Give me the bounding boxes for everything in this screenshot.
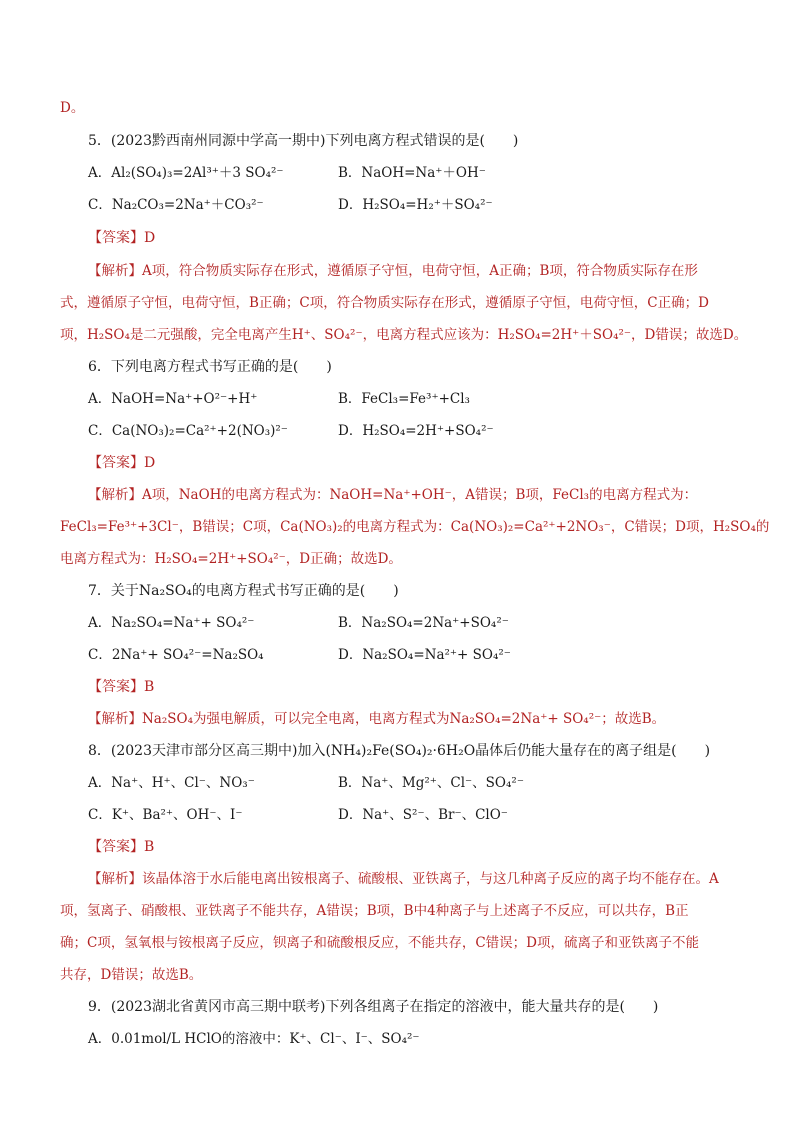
text-line-q7: 7．关于Na₂SO₄的电离方程式书写正确的是( )	[88, 583, 399, 599]
text-line-q8a: A．Na⁺、H⁺、Cl⁻、NO₃⁻	[88, 775, 255, 791]
text-line-a7: 【答案】B	[88, 679, 155, 695]
text-line-a6: 【答案】D	[88, 455, 156, 471]
text-line-e7a: 【解析】Na₂SO₄为强电解质，可以完全电离，电离方程式为Na₂SO₄=2Na⁺+ SO₄²⁻；故选B。	[88, 711, 666, 727]
text-line-e8c: 确；C项，氢氧根与铵根离子反应，钡离子和硫酸根反应，不能共存，C错误；D项，硫离子和亚铁离子不能	[60, 935, 699, 951]
text-line-q6a: A．NaOH=Na⁺+O²⁻+H⁺	[88, 391, 258, 407]
text-line-q5b: B．NaOH=Na⁺＋OH⁻	[338, 165, 486, 181]
text-line-e8b: 项，氢离子、硝酸根、亚铁离子不能共存，A错误；B项，B中4种离子与上述离子不反应，可以共存，B正	[60, 903, 689, 919]
text-line-q5: 5．(2023黔西南州同源中学高一期中)下列电离方程式错误的是( )	[88, 133, 519, 149]
text-line-q6c: C．Ca(NO₃)₂=Ca²⁺+2(NO₃)²⁻	[88, 423, 288, 439]
text-line-e6b: FeCl₃=Fe³⁺+3Cl⁻，B错误；C项，Ca(NO₃)₂的电离方程式为：Ca(NO₃)₂=Ca²⁺+2NO₃⁻，C错误；D项，H₂SO₄的	[60, 519, 770, 535]
text-line-q8b: B．Na⁺、Mg²⁺、Cl⁻、SO₄²⁻	[338, 775, 524, 791]
text-line-q7c: C．2Na⁺+ SO₄²⁻=Na₂SO₄	[88, 647, 264, 663]
text-line-q7b: B．Na₂SO₄=2Na⁺+SO₄²⁻	[338, 615, 509, 631]
text-line-q5d: D．H₂SO₄=H₂⁺＋SO₄²⁻	[338, 197, 493, 213]
text-line-e8d: 共存，D错误；故选B。	[60, 967, 203, 983]
text-line-e6a: 【解析】A项，NaOH的电离方程式为：NaOH=Na⁺+OH⁻，A错误；B项，FeCl₃的电离方程式为：	[88, 487, 698, 503]
text-line-q8c: C．K⁺、Ba²⁺、OH⁻、I⁻	[88, 807, 243, 823]
text-line-a8: 【答案】B	[88, 839, 155, 855]
text-line-q6d: D．H₂SO₄=2H⁺+SO₄²⁻	[338, 423, 494, 439]
text-line-q5c: C．Na₂CO₃=2Na⁺＋CO₃²⁻	[88, 197, 264, 213]
text-line-e5a: 【解析】A项，符合物质实际存在形式，遵循原子守恒，电荷守恒，A正确；B项，符合物质实际存在形	[88, 263, 698, 279]
text-line-e5c: 项，H₂SO₄是二元强酸，完全电离产生H⁺、SO₄²⁻，电离方程式应该为：H₂SO₄=2H⁺＋SO₄²⁻，D错误；故选D。	[60, 327, 748, 343]
text-line-e5b: 式，遵循原子守恒，电荷守恒，B正确；C项，符合物质实际存在形式，遵循原子守恒，电荷守恒，C正确；D	[60, 295, 709, 311]
text-line-l0: D。	[60, 100, 85, 116]
text-line-q7a: A．Na₂SO₄=Na⁺+ SO₄²⁻	[88, 615, 255, 631]
text-line-e8a: 【解析】该晶体溶于水后能电离出铵根离子、硫酸根、亚铁离子，与这几种离子反应的离子均不能存在。A	[88, 871, 719, 887]
text-line-e6c: 电离方程式为：H₂SO₄=2H⁺+SO₄²⁻，D正确；故选D。	[60, 551, 402, 567]
text-line-q7d: D．Na₂SO₄=Na²⁺+ SO₄²⁻	[338, 647, 511, 663]
text-line-a5: 【答案】D	[88, 230, 156, 246]
text-line-q6b: B．FeCl₃=Fe³⁺+Cl₃	[338, 391, 470, 407]
text-line-q5a: A．Al₂(SO₄)₃=2Al³⁺＋3 SO₄²⁻	[88, 165, 284, 181]
text-line-q8d: D．Na⁺、S²⁻、Br⁻、ClO⁻	[338, 807, 508, 823]
text-line-q8: 8．(2023天津市部分区高三期中)加入(NH₄)₂Fe(SO₄)₂·6H₂O晶体后仍能大量存在的离子组是( )	[88, 743, 711, 759]
text-line-q9: 9．(2023湖北省黄冈市高三期中联考)下列各组离子在指定的溶液中，能大量共存的是( )	[88, 999, 659, 1015]
text-line-q9a: A．0.01mol/L HClO的溶液中：K⁺、Cl⁻、I⁻、SO₄²⁻	[88, 1031, 420, 1047]
text-line-q6: 6．下列电离方程式书写正确的是( )	[88, 359, 332, 375]
